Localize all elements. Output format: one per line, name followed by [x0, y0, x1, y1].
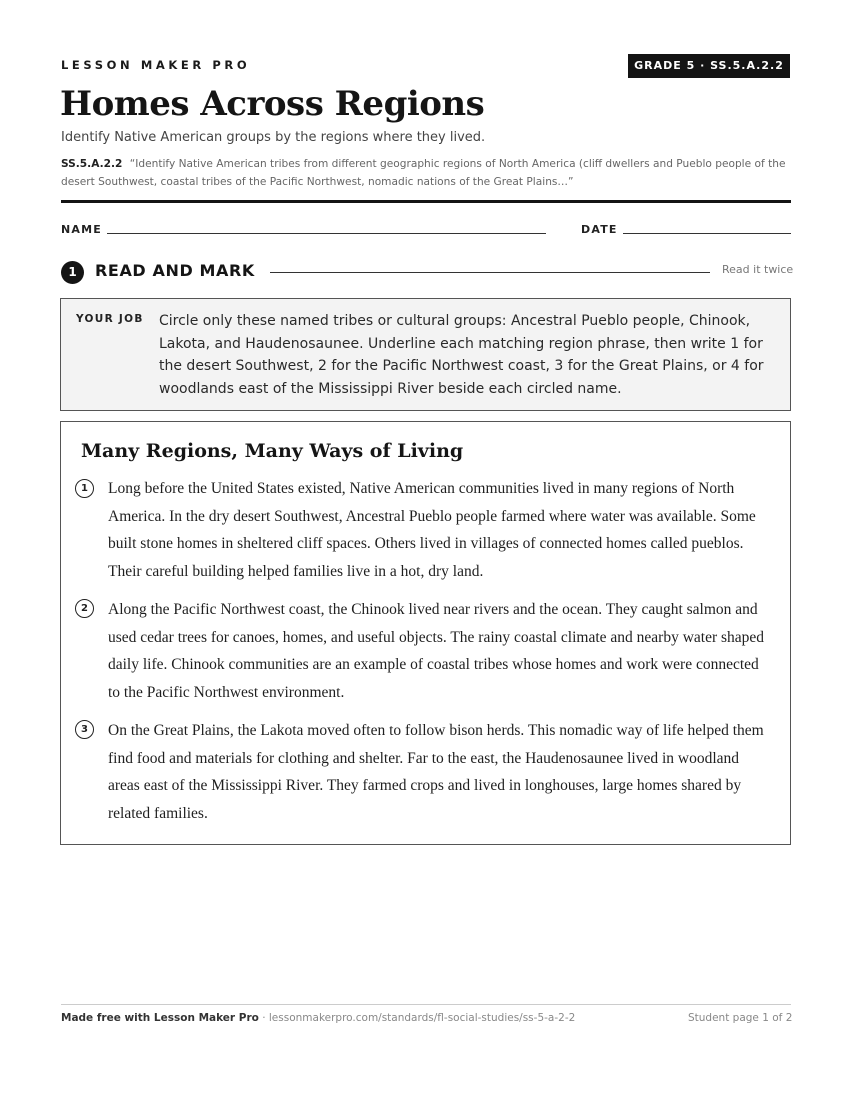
step-note: Read it twice	[722, 263, 794, 276]
name-label: NAME	[61, 223, 102, 236]
standard-code: SS.5.A.2.2	[61, 158, 123, 170]
passage-title: Many Regions, Many Ways of Living	[81, 440, 464, 462]
footer-made-with: Made free with Lesson Maker Pro	[61, 1012, 259, 1024]
footer-url[interactable]: · lessonmakerpro.com/standards/fl-social-studies/ss-5-a-2-2	[262, 1012, 576, 1024]
step-number-badge: 1	[61, 261, 84, 284]
paragraph-number-2: 2	[75, 599, 94, 618]
instructions-box	[60, 298, 791, 411]
name-field[interactable]	[107, 233, 546, 234]
footer-page-number: Student page 1 of 2	[688, 1012, 793, 1024]
grade-badge: GRADE 5 · SS.5.A.2.2	[628, 54, 790, 78]
footer-credit	[61, 1012, 575, 1024]
standard-description	[61, 156, 793, 191]
standard-text: “Identify Native American tribes from different geographic regions of North America (cliff dwellers and Pueblo people of the desert Southwest, coastal tribes of the Pacific Northwest, nomadic nations of the Great Plains…”	[61, 158, 786, 188]
passage-paragraph-2: Along the Pacific Northwest coast, the Chinook lived near rivers and the ocean. They caught salmon and used cedar trees for canoes, homes, and useful objects. The rainy coastal climate and nearby water shaped daily life. Chinook communities are an example of coastal tribes whose homes and work were connected to the Pacific Northwest environment.	[108, 601, 765, 701]
page-subtitle: Identify Native American groups by the regions where they lived.	[61, 130, 486, 145]
page-title: Homes Across Regions	[60, 84, 485, 124]
step-title: READ AND MARK	[95, 261, 255, 280]
paragraph-number-1: 1	[75, 479, 94, 498]
header-divider	[61, 200, 791, 203]
date-label: DATE	[581, 223, 618, 236]
footer-divider	[61, 1004, 791, 1005]
instructions-text: Circle only these named tribes or cultural groups: Ancestral Pueblo people, Chinook, Lakota, and Haudenosaunee. Underline each matching region phrase, then write 1 for the desert Southwest, 2 for the Pacific Northwest coast, 3 for the Great Plains, or 4 for woodlands east of the Mississippi River beside each circled name.	[159, 313, 764, 397]
passage-paragraph-1: Long before the United States existed, Native American communities lived in many regions of North America. In the dry desert Southwest, Ancestral Pueblo people farmed where water was available. Some built stone homes in sheltered cliff spaces. Others lived in villages of connected homes called pueblos. Their careful building helped families live in a hot, dry land.	[108, 480, 756, 580]
step-divider	[270, 272, 710, 273]
brand-name: LESSON MAKER PRO	[61, 58, 251, 72]
reading-passage	[60, 421, 791, 845]
passage-paragraph-3: On the Great Plains, the Lakota moved often to follow bison herds. This nomadic way of life helped them find food and materials for clothing and shelter. Far to the east, the Haudenosaunee lived in woodland areas east of the Mississippi River. They farmed crops and lived in longhouses, large homes shared by related families.	[108, 722, 764, 822]
paragraph-number-3: 3	[75, 720, 94, 739]
instructions-label: YOUR JOB	[76, 313, 144, 325]
date-field[interactable]	[623, 233, 791, 234]
